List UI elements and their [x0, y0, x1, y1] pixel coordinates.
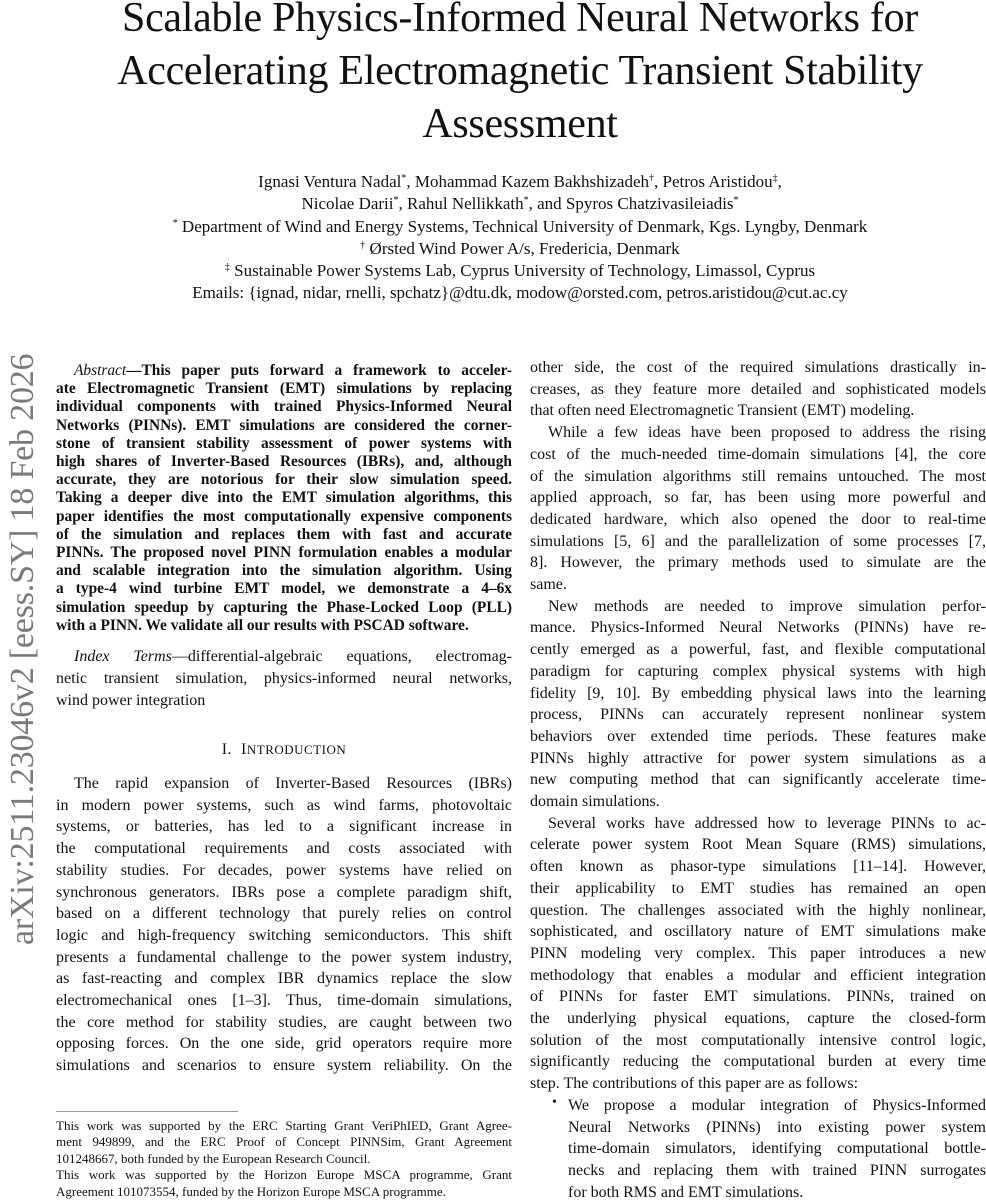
title-line: Accelerating Electromagnetic Transient Stability	[117, 48, 923, 94]
body-line: that often need Electromagnetic Transient (EMT) modeling.	[530, 402, 915, 420]
section-title-rest: NTRODUCTION	[246, 742, 347, 757]
abstract-line: stone of transient stability assessment of power systems with	[56, 434, 512, 452]
affiliation-text: Ørsted Wind Power A/s, Fredericia, Denmark	[365, 238, 680, 258]
title-line: Assessment	[422, 101, 618, 147]
body-line: Several works have addressed how to leverage PINNs to ac-	[548, 814, 986, 832]
affiliation-mark: *	[172, 217, 178, 229]
body-line: simulations [5, 6] and the parallelization of some processes [7,	[530, 532, 986, 550]
section-number: I.	[221, 741, 233, 758]
body-line: often known as phasor-type simulations [11–14]. However,	[530, 858, 986, 876]
paper-title	[60, 0, 980, 151]
body-line: of the simulation algorithms still remains untouched. The most	[530, 467, 986, 485]
affiliation-text: Department of Wind and Energy Systems, Technical University of Denmark, Kgs. Lyngby, Denmark	[177, 216, 868, 236]
affiliation-mark: *	[523, 195, 529, 207]
body-line: step. The contributions of this paper are as follows:	[530, 1075, 859, 1093]
abstract-line: of the simulation and replaces them with fast and accurate	[56, 525, 512, 543]
author-name: , Mohammad Kazem Bakhshizadeh	[406, 172, 650, 191]
author-name: , and Spyros Chatzivasileiadis	[528, 194, 734, 214]
body-line: presents a fundamental challenge to the power system industry,	[56, 948, 512, 966]
abstract-line: paper identifies the most computationally expensive components	[56, 507, 512, 525]
index-terms-line: netic transient simulation, physics-informed neural networks,	[56, 670, 512, 687]
affiliation-mark: *	[401, 173, 407, 184]
body-line: of PINNs for faster EMT simulations. PINNs, trained on	[530, 988, 986, 1006]
body-line: the core method for stability studies, are caught between two	[56, 1013, 512, 1031]
body-line: logic and high-frequency switching semiconductors. This shift	[56, 926, 512, 944]
affiliation	[60, 238, 980, 260]
body-line: paradigm for capturing complex physical systems with high	[530, 662, 986, 680]
bullet-line: time-domain simulators, identifying computational bottle-	[568, 1140, 986, 1158]
abstract-label: Abstract	[74, 362, 127, 379]
abstract-line: simulation speedup by capturing the Phase-Locked Loop (PLL)	[56, 598, 512, 616]
footnote-line: 101248667, both funded by the European Research Council.	[56, 1150, 371, 1166]
affiliation-mark: ‡	[772, 173, 778, 184]
abstract-line: ate Electromagnetic Transient (EMT) simulations by replacing	[56, 380, 512, 398]
body-line: domain simulations.	[530, 793, 660, 810]
body-line: PINN modeling very complex. This paper introduces a new	[530, 944, 986, 962]
body-line: applied approach, so far, has been using more powerful and	[530, 489, 986, 507]
section-title-cap: I	[241, 741, 247, 758]
body-line: process, PINNs can accurately represent nonlinear system	[530, 706, 986, 724]
body-line: the underlying physical equations, capture the closed-form	[530, 1010, 986, 1027]
body-line: new computing method that can significantly accelerate time-	[530, 771, 986, 789]
body-line: question. The challenges associated with the highly nonlinear,	[530, 901, 986, 919]
affiliation-mark: †	[649, 173, 655, 184]
bullet-icon: •	[552, 1095, 557, 1110]
body-line: stability studies. For decades, power systems have relied on	[56, 861, 512, 879]
body-line: The rapid expansion of Inverter-Based Resources (IBRs)	[74, 775, 512, 792]
title-line: Scalable Physics-Informed Neural Networks for	[122, 0, 918, 41]
author-name: Ignasi Ventura Nadal	[258, 172, 402, 191]
abstract-line: with a PINN. We validate all our results with PSCAD software.	[56, 616, 469, 634]
affiliation-mark: *	[393, 195, 399, 207]
body-line: While a few ideas have been proposed to address the rising	[548, 424, 986, 442]
arxiv-stamp: arXiv:2511.23046v2 [eess.SY] 18 Feb 2026	[4, 353, 41, 945]
body-line: systems, or batteries, has led to a significant increase in	[56, 818, 512, 836]
body-line: opposing forces. On the one side, grid operators require more	[56, 1035, 512, 1053]
body-line: simulations and scenarios to ensure system reliability. On the	[56, 1057, 512, 1075]
author-line	[60, 171, 980, 193]
abstract-text: —This paper puts forward a framework to acceler-	[126, 362, 512, 379]
body-line: significantly reducing the computational burden at every time	[530, 1053, 986, 1071]
affiliation-mark: *	[733, 195, 739, 207]
body-line: the computational requirements and costs associated with	[56, 840, 512, 858]
author-name: , Rahul Nellikkath	[398, 194, 524, 214]
affiliation-mark: †	[360, 239, 366, 251]
body-line: cently emerged as a powerful, fast, and flexible computational	[530, 641, 986, 659]
section-heading	[56, 741, 512, 759]
body-line: synchronous generators. IBRs pose a complete paradigm shift,	[56, 883, 512, 901]
body-line: celerate power system Root Mean Square (RMS) simulations,	[530, 836, 986, 854]
index-terms-label: Index Terms	[74, 648, 172, 665]
bullet-line: necks and replacing them with trained PINN surrogates	[568, 1161, 986, 1179]
body-line: methodology that enables a modular and efficient integration	[530, 966, 986, 984]
index-terms-line: wind power integration	[56, 692, 206, 709]
body-line: solution of the most computationally intensive control logic,	[530, 1031, 986, 1049]
affiliation	[60, 216, 980, 238]
body-line: behaviors over extended time periods. These features make	[530, 727, 986, 745]
index-terms-text: —differential-algebraic equations, electromag-	[171, 648, 513, 665]
body-line: New methods are needed to improve simulation perfor-	[548, 597, 986, 615]
abstract-line: accurate, they are notorious for their slow simulation speed.	[56, 471, 512, 489]
footnote-line: This work was supported by the ERC Starting Grant VeriPhIED, Grant Agree-	[56, 1118, 512, 1133]
abstract-line: and scalable integration into the simulation algorithm. Using	[56, 562, 512, 580]
body-line: PINNs highly attractive for power system simulations as a	[530, 749, 986, 767]
author-name: , Petros Aristidou	[654, 172, 773, 191]
body-line: fidelity [9, 10]. By embedding physical laws into the learning	[530, 684, 986, 702]
footnote-line: This work was supported by the Horizon Europe MSCA programme, Grant	[56, 1167, 512, 1183]
author-name: Nicolae Darii	[301, 194, 394, 214]
affiliation	[60, 260, 980, 282]
body-line: dedicated hardware, which also opened the door to real-time	[530, 510, 986, 528]
abstract-line	[56, 362, 512, 380]
body-line: in modern power systems, such as wind farms, photovoltaic	[56, 796, 512, 814]
index-terms-line	[56, 646, 512, 668]
abstract-line: high shares of Inverter-Based Resources (IBRs), and, although	[56, 453, 512, 470]
body-line: other side, the cost of the required simulations drastically in-	[530, 359, 986, 376]
body-line: mance. Physics-Informed Neural Networks (PINNs) have re-	[530, 619, 986, 637]
bullet-line: Neural Networks (PINNs) into existing power system	[568, 1118, 986, 1136]
emails: Emails: {ignad, nidar, rnelli, spchatz}@dtu.dk, modow@orsted.com, petros.aristidou@cut.ac.cy	[192, 283, 848, 303]
body-line: electromechanical ones [1–3]. Thus, time-domain simulations,	[56, 992, 512, 1009]
affiliation-text: Sustainable Power Systems Lab, Cyprus University of Technology, Limassol, Cyprus	[229, 261, 816, 281]
body-line: cost of the much-needed time-domain simulations [4], the core	[530, 445, 986, 463]
author-block	[60, 171, 980, 305]
abstract-line: individual components with trained Physics-Informed Neural	[56, 398, 512, 416]
affiliation-mark: ‡	[224, 262, 230, 274]
footnote-line: Agreement 101073554, funded by the Horizon Europe MSCA programme.	[56, 1183, 446, 1199]
abstract-line: a type-4 wind turbine EMT model, we demonstrate a 4–6x	[56, 580, 512, 598]
body-line: 8]. However, the primary methods used to simulate are the	[530, 554, 986, 572]
author-line	[60, 193, 980, 215]
body-line: same.	[530, 576, 567, 593]
footnote-rule	[56, 1111, 238, 1112]
body-line: creases, as they feature more detailed and sophisticated models	[530, 380, 986, 398]
footnote-line: ment 949899, and the ERC Proof of Concept PINNSim, Grant Agreement	[56, 1134, 512, 1150]
body-line: sophisticated, and oscillatory nature of EMT simulations make	[530, 923, 986, 941]
abstract-line: Taking a deeper dive into the EMT simulation algorithms, this	[56, 489, 512, 507]
bullet-line: We propose a modular integration of Physics-Informed	[568, 1096, 986, 1114]
body-line: based on a different technology that purely relies on control	[56, 905, 512, 923]
bullet-line: for both RMS and EMT simulations.	[568, 1183, 804, 1201]
abstract-line: PINNs. The proposed novel PINN formulation enables a modular	[56, 544, 512, 561]
punctuation: ,	[777, 172, 782, 191]
body-line: as fast-reacting and complex IBR dynamics replace the slow	[56, 970, 512, 988]
abstract-line: Networks (PINNs). EMT simulations are considered the corner-	[56, 416, 512, 434]
body-line: their applicability to EMT studies has remained an open	[530, 879, 986, 897]
